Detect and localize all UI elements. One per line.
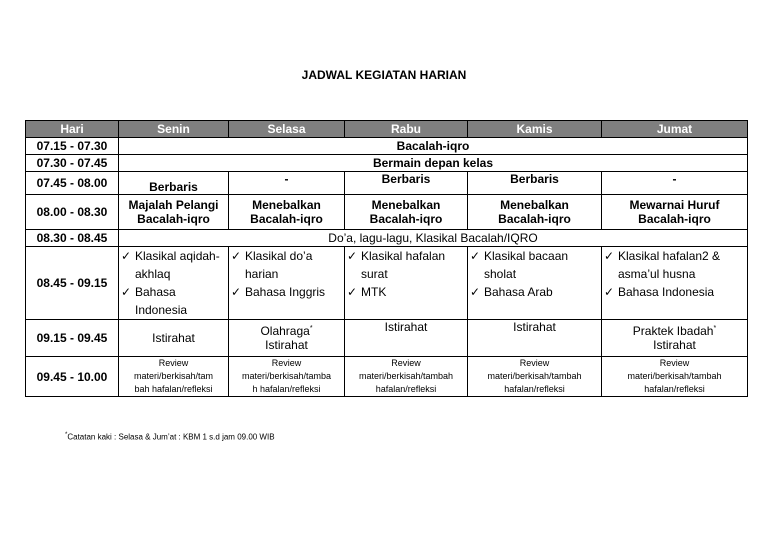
activity-line: hafalan/refleksi bbox=[375, 384, 437, 394]
activity-cell: Istirahat bbox=[119, 320, 229, 357]
list-item bbox=[604, 283, 745, 301]
activity-cell bbox=[229, 320, 345, 357]
footnote bbox=[65, 432, 275, 442]
activity-cell: Do’a, lagu-lagu, Klasikal Bacalah/IQRO bbox=[119, 230, 748, 247]
activity-line: Menebalkan bbox=[252, 198, 321, 212]
list-item bbox=[347, 283, 465, 301]
activity-line: materi/berkisah/tam bbox=[133, 371, 214, 381]
header-jumat: Jumat bbox=[602, 121, 748, 138]
item-text: Klasikal hafalan2 & asma’ul husna bbox=[618, 249, 721, 281]
table-row bbox=[26, 247, 748, 320]
footnote-marker: * bbox=[713, 325, 717, 332]
activity-cell bbox=[345, 195, 468, 230]
footnote-text: Catatan kaki : Selasa & Jum’at : KBM 1 s.d jam 09.00 WIB bbox=[67, 432, 275, 442]
check-icon: ✓ bbox=[231, 285, 242, 299]
activity-line: materi/berkisah/tamba bbox=[241, 371, 332, 381]
activity-cell: Berbaris bbox=[345, 172, 468, 195]
activity-cell bbox=[119, 357, 229, 397]
activity-line: Praktek Ibadah bbox=[632, 324, 714, 338]
activity-cell: - bbox=[229, 172, 345, 195]
check-icon: ✓ bbox=[604, 249, 615, 263]
activity-cell bbox=[229, 357, 345, 397]
activity-cell bbox=[602, 357, 748, 397]
header-kamis: Kamis bbox=[468, 121, 602, 138]
table-row bbox=[26, 138, 748, 155]
time-cell: 08.30 - 08.45 bbox=[26, 230, 119, 247]
item-text: Klasikal bacaan sholat bbox=[484, 249, 569, 281]
check-icon: ✓ bbox=[121, 249, 132, 263]
item-text: Bahasa Indonesia bbox=[618, 285, 715, 299]
activity-cell bbox=[229, 247, 345, 320]
activity-cell: Istirahat bbox=[468, 320, 602, 357]
header-rabu: Rabu bbox=[345, 121, 468, 138]
table-row bbox=[26, 357, 748, 397]
check-icon: ✓ bbox=[347, 249, 358, 263]
activity-cell bbox=[229, 195, 345, 230]
item-text: Bahasa Indonesia bbox=[135, 285, 188, 317]
item-text: Bahasa Arab bbox=[484, 285, 553, 299]
activity-line: Review bbox=[391, 358, 421, 368]
activity-cell: Berbaris bbox=[119, 172, 229, 195]
footnote-marker: * bbox=[309, 325, 313, 332]
activity-cell bbox=[602, 247, 748, 320]
activity-line: Bacalah-iqro bbox=[250, 212, 323, 226]
header-senin: Senin bbox=[119, 121, 229, 138]
time-cell: 07.15 - 07.30 bbox=[26, 138, 119, 155]
check-icon: ✓ bbox=[470, 285, 481, 299]
activity-line: Olahraga bbox=[260, 324, 310, 338]
activity-line: Bacalah-iqro bbox=[137, 212, 210, 226]
activity-line: Menebalkan bbox=[371, 198, 441, 212]
activity-cell bbox=[468, 247, 602, 320]
item-text: Klasikal aqidah-akhlaq bbox=[135, 249, 220, 281]
item-text: Bahasa Inggris bbox=[245, 285, 326, 299]
activity-line: hafalan/refleksi bbox=[644, 384, 705, 394]
activity-line: Bacalah-iqro bbox=[638, 212, 711, 226]
check-icon: ✓ bbox=[470, 249, 481, 263]
item-text: Klasikal hafalan surat bbox=[361, 249, 446, 281]
activity-line: Review bbox=[158, 358, 189, 368]
header-row bbox=[26, 121, 748, 138]
activity-line: materi/berkisah/tambah bbox=[487, 371, 582, 381]
activity-line: Bacalah-iqro bbox=[369, 212, 443, 226]
page-title: JADWAL KEGIATAN HARIAN bbox=[301, 68, 467, 82]
table-row bbox=[26, 195, 748, 230]
time-cell: 08.00 - 08.30 bbox=[26, 195, 119, 230]
time-cell: 09.45 - 10.00 bbox=[26, 357, 119, 397]
activity-line: hafalan/refleksi bbox=[504, 384, 565, 394]
activity-cell: Berbaris bbox=[468, 172, 602, 195]
time-cell: 07.30 - 07.45 bbox=[26, 155, 119, 172]
footnote-marker: * bbox=[65, 432, 68, 438]
activity-cell bbox=[468, 357, 602, 397]
activity-line: Majalah Pelangi bbox=[128, 198, 219, 212]
list-item bbox=[604, 247, 745, 283]
list-item bbox=[347, 247, 465, 283]
activity-line: Menebalkan bbox=[500, 198, 569, 212]
activity-cell bbox=[345, 247, 468, 320]
list-item bbox=[470, 283, 599, 301]
activity-line: Bacalah-iqro bbox=[498, 212, 571, 226]
list-item bbox=[231, 283, 342, 301]
activity-cell bbox=[602, 195, 748, 230]
activity-cell bbox=[602, 320, 748, 357]
activity-cell: Istirahat bbox=[345, 320, 468, 357]
check-icon: ✓ bbox=[347, 285, 358, 299]
activity-line: Review bbox=[271, 358, 302, 368]
activity-line: h hafalan/refleksi bbox=[252, 384, 321, 394]
activity-line: bah hafalan/refleksi bbox=[134, 384, 213, 394]
check-icon: ✓ bbox=[604, 285, 615, 299]
activity-line: Istirahat bbox=[265, 338, 308, 352]
schedule-table bbox=[25, 120, 748, 397]
check-icon: ✓ bbox=[231, 249, 242, 263]
list-item bbox=[231, 247, 342, 283]
check-icon: ✓ bbox=[121, 285, 132, 299]
list-item bbox=[470, 247, 599, 283]
activity-cell bbox=[468, 195, 602, 230]
activity-line: materi/berkisah/tambah bbox=[358, 371, 454, 381]
activity-line: Review bbox=[519, 358, 550, 368]
list-item bbox=[121, 283, 226, 319]
activity-cell: - bbox=[602, 172, 748, 195]
table-row bbox=[26, 320, 748, 357]
activity-line: Istirahat bbox=[653, 338, 696, 352]
table-row bbox=[26, 155, 748, 172]
table-row bbox=[26, 230, 748, 247]
header-hari: Hari bbox=[26, 121, 119, 138]
activity-cell bbox=[345, 357, 468, 397]
activity-line: Review bbox=[659, 358, 690, 368]
item-text: MTK bbox=[361, 285, 387, 299]
activity-cell: Bacalah-iqro bbox=[119, 138, 748, 155]
time-cell: 08.45 - 09.15 bbox=[26, 247, 119, 320]
activity-cell: Bermain depan kelas bbox=[119, 155, 748, 172]
header-selasa: Selasa bbox=[229, 121, 345, 138]
time-cell: 07.45 - 08.00 bbox=[26, 172, 119, 195]
list-item bbox=[121, 247, 226, 283]
table-row bbox=[26, 172, 748, 195]
activity-cell bbox=[119, 247, 229, 320]
activity-line: Mewarnai Huruf bbox=[629, 198, 720, 212]
time-cell: 09.15 - 09.45 bbox=[26, 320, 119, 357]
activity-cell bbox=[119, 195, 229, 230]
item-text: Klasikal do’a harian bbox=[245, 249, 313, 281]
activity-line: materi/berkisah/tambah bbox=[627, 371, 722, 381]
